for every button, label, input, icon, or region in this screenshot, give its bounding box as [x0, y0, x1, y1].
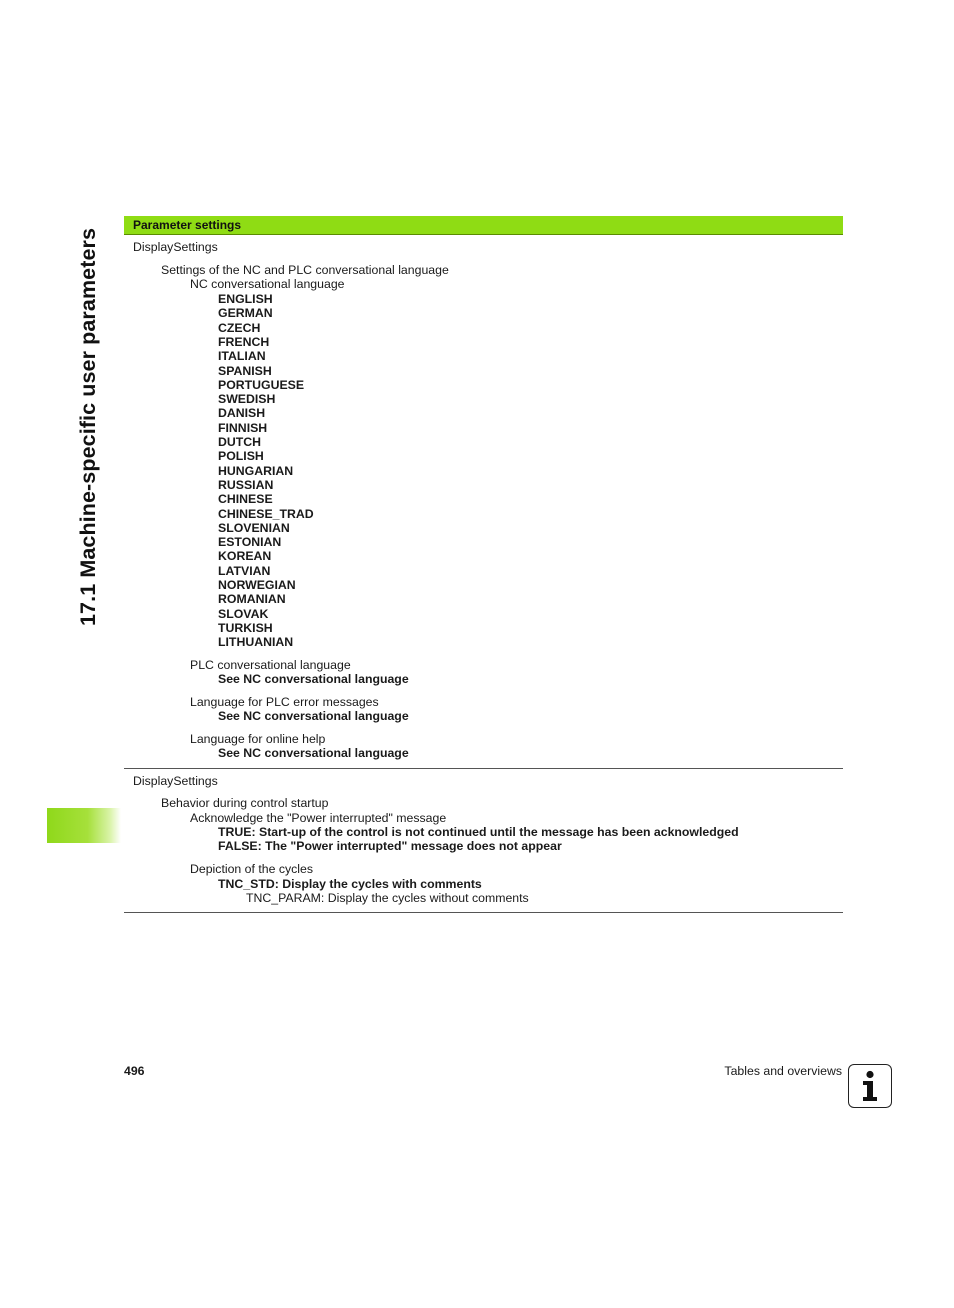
language-option: PORTUGUESE — [218, 377, 305, 392]
chapter-side-title: 17.1 Machine-specific user parameters — [76, 227, 100, 626]
table-header: Parameter settings — [124, 216, 843, 235]
language-option: TURKISH — [218, 620, 273, 635]
section-language-settings — [124, 235, 843, 769]
subgroup-label: Behavior during control startup — [161, 796, 329, 810]
language-option: SWEDISH — [218, 392, 276, 407]
language-option: RUSSIAN — [218, 477, 274, 492]
language-option: CHINESE_TRAD — [218, 506, 314, 521]
language-option: FINNISH — [218, 420, 268, 435]
cycles-depiction-label: Depiction of the cycles — [190, 862, 314, 876]
language-option: ITALIAN — [218, 349, 266, 364]
language-option: NORWEGIAN — [218, 578, 296, 592]
page-number: 496 — [124, 1064, 145, 1078]
language-option: SPANISH — [218, 363, 272, 378]
language-option: CHINESE — [218, 492, 273, 507]
section-startup-behavior — [124, 769, 843, 913]
nc-language-label: NC conversational language — [190, 277, 345, 291]
group-label: DisplaySettings — [133, 774, 218, 788]
group-label: DisplaySettings — [133, 240, 218, 254]
online-help-language-value: See NC conversational language — [218, 746, 409, 760]
language-option: SLOVAK — [218, 606, 269, 621]
power-interrupted-true: TRUE: Start-up of the control is not continued until the message has been acknowledged — [218, 825, 739, 839]
language-option: FRENCH — [218, 334, 270, 349]
plc-error-language-value: See NC conversational language — [218, 709, 409, 723]
language-option: ROMANIAN — [218, 592, 286, 607]
language-option: KOREAN — [218, 549, 272, 564]
plc-language-label: PLC conversational language — [190, 658, 351, 672]
language-option: SLOVENIAN — [218, 520, 290, 535]
power-interrupted-false: FALSE: The "Power interrupted" message does not appear — [218, 839, 562, 853]
online-help-language-label: Language for online help — [190, 732, 326, 746]
power-interrupted-label: Acknowledge the "Power interrupted" message — [190, 811, 447, 825]
language-option: HUNGARIAN — [218, 463, 294, 478]
cycles-param-option: TNC_PARAM: Display the cycles without comments — [246, 891, 529, 905]
subgroup-label: Settings of the NC and PLC conversational language — [161, 263, 449, 277]
language-option: POLISH — [218, 449, 264, 464]
language-option: DUTCH — [218, 435, 262, 449]
chapter-tab-marker — [47, 808, 121, 843]
footer-chapter-title: Tables and overviews — [724, 1064, 842, 1078]
language-option: LITHUANIAN — [218, 635, 294, 650]
language-option: ESTONIAN — [218, 535, 282, 550]
language-option: CZECH — [218, 320, 261, 335]
info-icon — [848, 1064, 892, 1108]
language-option: DANISH — [218, 406, 266, 421]
language-option: GERMAN — [218, 306, 273, 321]
parameter-table — [124, 216, 843, 913]
language-option: LATVIAN — [218, 563, 271, 578]
plc-language-value: See NC conversational language — [218, 672, 409, 686]
plc-error-language-label: Language for PLC error messages — [190, 695, 379, 709]
language-option: ENGLISH — [218, 292, 273, 306]
cycles-std-option: TNC_STD: Display the cycles with comments — [218, 877, 482, 891]
